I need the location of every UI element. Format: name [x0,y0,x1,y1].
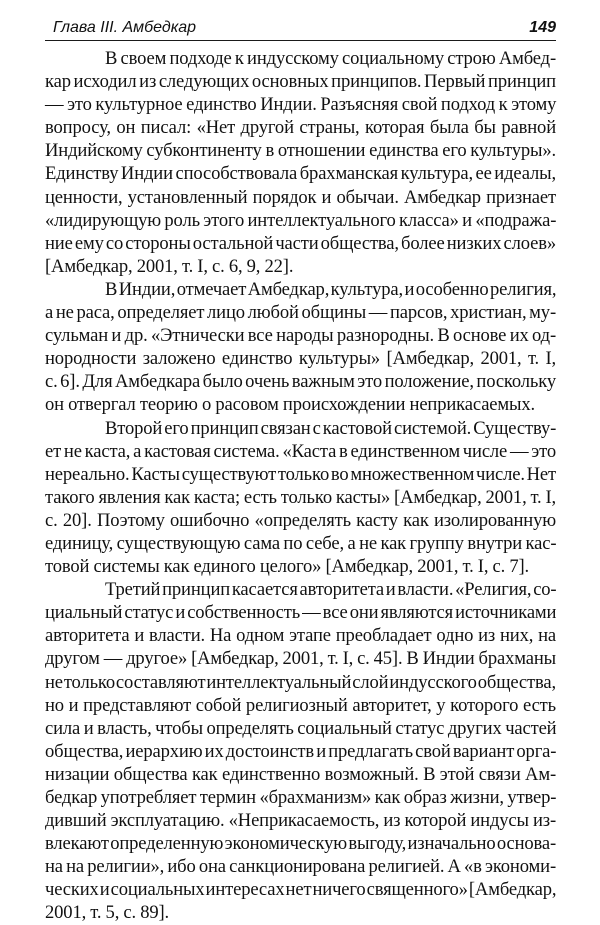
text-line: бедкар употребляет термин «брахманизм» как образ жизни, утвер- [45,787,557,808]
text-line: авторитета и власти. На одном этапе преобладает одно из них, на [45,625,556,647]
text-line: кар исходил из следующих основных принципов. Первый принцип [45,71,556,93]
text-line: — это культурное единство Индии. Разъясняя свой подход к этому [45,94,557,116]
text-line: дивший эксплуатацию. «Неприкасаемость, из которой индусы из- [45,810,556,832]
text-line: вопросу, он писал: «Нет другой страны, которая была бы равной [45,117,556,139]
text-line: а не раса, определяет лицо любой общины — парсов, христиан, му- [45,302,556,324]
text-line: влекают определенную экономическую выгоду, изначально основа- [45,833,557,855]
text-line: сульман и др. «Этнически все народы разнородны. В основе их од- [45,325,556,347]
text-line: на на религии», ибо она санкционирована религией. А «в экономи- [45,856,556,878]
text-line: Единству Индии способствовала брахманская культура, ее идеалы, [45,163,556,185]
text-line: такого явления как каста; есть только касты» [Амбедкар, 2001, т. I, [45,486,556,508]
text-line: нереально. Касты существуют только во множественном числе. Нет [45,463,556,485]
text-line: 2001, т. 5, с. 89]. [45,902,170,924]
text-line: сила и власть, чтобы определять социальный статус других частей [45,717,557,739]
text-line: с. 6]. Для Амбедкара было очень важным это положение, поскольку [45,371,556,393]
text-line: другом — другое» [Амбедкар, 2001, т. I, с. 45]. В Индии брахманы [45,648,556,670]
text-line: товой системы как единого целого» [Амбедкар, 2001, т. I, с. 7]. [45,556,530,578]
text-line: ческих и социальных интересах нет ничего священного» [Амбедкар, [45,879,557,901]
text-line: Второй его принцип связан с кастовой системой. Существу- [105,417,557,439]
paragraph [45,47,556,278]
text-line: с. 20]. Поэтому ошибочно «определять касту как изолированную [45,509,556,531]
text-line: нородности заложено единство культуры» [Амбедкар, 2001, т. I, [45,348,556,370]
text-line: циальный статус и собственность — все они являются источниками [45,602,557,624]
running-header [45,18,556,41]
text-line: ценности, установленный порядок и обычаи. Амбедкар признает [45,186,556,208]
text-line: «лидирующую роль этого интеллектуального класса» и «подража- [45,209,557,231]
text-line: низации общества как единственно возможный. В этой связи Ам- [45,763,556,785]
paragraph [45,417,556,579]
body-text [45,47,556,925]
text-line: общества, иерархию их достоинств и предлагать свой вариант орга- [45,740,557,762]
paragraph [45,578,556,924]
text-line: ние ему со стороны остальной части общества, более низких слоев» [45,232,556,254]
chapter-title: Глава III. Амбедкар [53,19,197,36]
text-line: единицу, существующую сама по себе, а не как группу внутри кас- [45,532,557,554]
text-line: но и представляют собой религиозный авторитет, у которого есть [45,694,556,716]
text-line: Третий принцип касается авторитета и власти. «Религия, со- [105,579,557,601]
text-line: Индийскому субконтиненту в отношении единства его культуры». [45,140,556,162]
text-line: он отвергал теорию о расовом происхождении неприкасаемых. [45,394,536,416]
paragraph [45,278,556,417]
text-line: В своем подходе к индусскому социальному строю Амбед- [105,48,556,69]
text-line: ет не каста, а кастовая система. «Каста в единственном числе — это [45,440,556,462]
text-line: не только составляют интеллектуальный слой индусского общества, [45,671,556,693]
page-number: 149 [529,19,556,36]
text-line: В Индии, отмечает Амбедкар, культура, и особенно религия, [105,278,557,300]
text-line: [Амбедкар, 2001, т. I, с. 6, 9, 22]. [45,255,294,277]
